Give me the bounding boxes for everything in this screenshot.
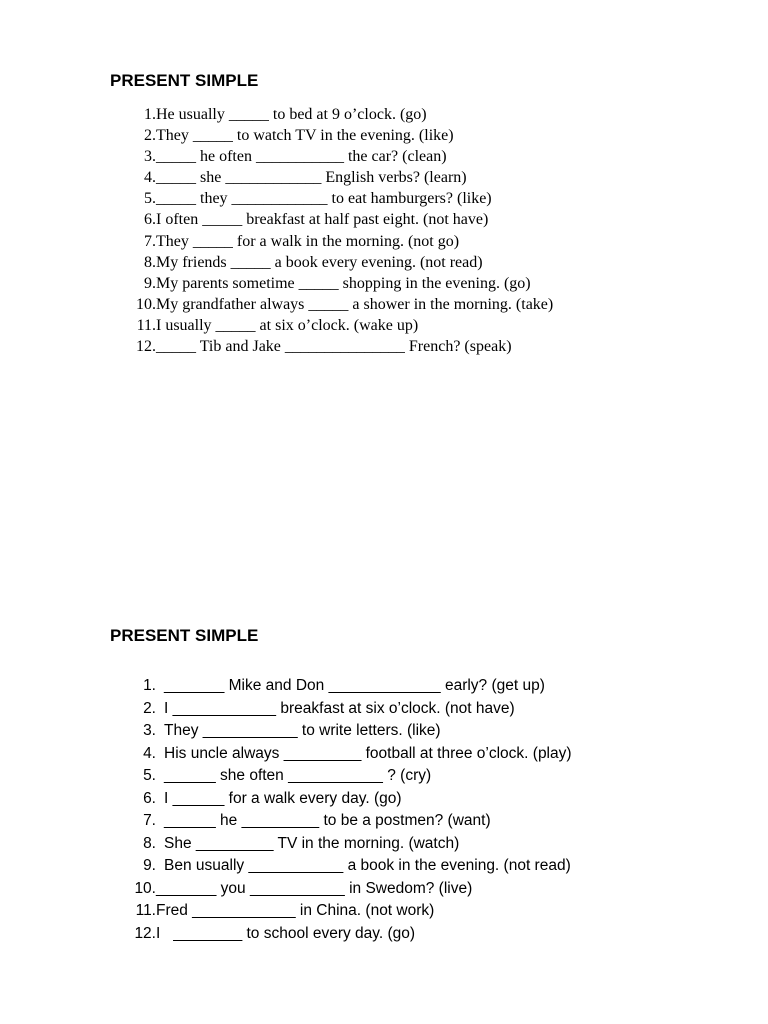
item-text: _____ Tib and Jake _______________ French? (speak) bbox=[156, 338, 512, 356]
section-heading: PRESENT SIMPLE bbox=[110, 71, 259, 90]
item-text: ______ she often ___________ ? (cry) bbox=[164, 767, 432, 784]
item-number: 9. bbox=[144, 274, 156, 292]
item-text: _______ you ___________ in Swedom? (live) bbox=[156, 879, 473, 897]
item-text: My grandfather always _____ a shower in the morning. (take) bbox=[156, 295, 554, 313]
item-text: He usually _____ to bed at 9 o’clock. (go) bbox=[156, 106, 427, 123]
item-text: My parents sometime _____ shopping in the evening. (go) bbox=[156, 274, 531, 292]
item-text: ______ he _________ to be a postmen? (want) bbox=[164, 812, 491, 829]
item-text: _____ she ____________ English verbs? (learn) bbox=[156, 169, 467, 187]
list-item bbox=[110, 833, 572, 856]
exercise-list bbox=[110, 675, 572, 945]
exercise-section-1 bbox=[110, 70, 553, 357]
item-number: 7. bbox=[144, 232, 156, 250]
item-text: _______ Mike and Don _____________ early? (get up) bbox=[164, 677, 545, 694]
item-text: I ______ for a walk every day. (go) bbox=[164, 789, 402, 807]
item-text: I often _____ breakfast at half past eight. (not have) bbox=[156, 211, 489, 229]
list-item bbox=[110, 167, 553, 188]
list-item bbox=[110, 125, 553, 146]
item-number: 4. bbox=[144, 169, 156, 187]
list-item bbox=[110, 878, 572, 901]
item-number: 6. bbox=[144, 211, 156, 229]
list-item bbox=[110, 294, 553, 315]
list-item bbox=[110, 231, 553, 252]
item-number: 12. bbox=[134, 924, 156, 942]
list-item bbox=[110, 252, 553, 273]
item-text: _____ he often ___________ the car? (clean) bbox=[156, 148, 447, 166]
item-text: I usually _____ at six o’clock. (wake up) bbox=[156, 316, 419, 334]
item-text: _____ they ____________ to eat hamburgers? (like) bbox=[156, 190, 492, 208]
item-number: 8. bbox=[143, 834, 156, 852]
list-item bbox=[110, 188, 553, 209]
list-item bbox=[110, 315, 553, 336]
item-number: 12. bbox=[136, 338, 156, 356]
item-number: 5. bbox=[143, 767, 156, 784]
item-text: They _____ to watch TV in the evening. (like) bbox=[156, 127, 454, 145]
list-item bbox=[110, 273, 553, 294]
item-text: She _________ TV in the morning. (watch) bbox=[164, 834, 460, 852]
item-number: 10. bbox=[134, 879, 156, 897]
item-text: My friends _____ a book every evening. (not read) bbox=[156, 253, 483, 271]
item-text: His uncle always _________ football at three o’clock. (play) bbox=[164, 744, 572, 762]
item-text: Fred ____________ in China. (not work) bbox=[156, 902, 435, 919]
item-number: 11. bbox=[135, 902, 156, 919]
item-number: 5. bbox=[144, 190, 156, 208]
list-item bbox=[110, 788, 572, 811]
list-item bbox=[110, 336, 553, 357]
item-number: 11. bbox=[136, 316, 156, 334]
item-number: 7. bbox=[143, 812, 156, 829]
item-number: 4. bbox=[143, 744, 156, 762]
item-text: They ___________ to write letters. (like) bbox=[164, 722, 441, 739]
list-item bbox=[110, 698, 572, 721]
item-number: 10. bbox=[136, 295, 156, 313]
list-item bbox=[110, 765, 572, 788]
list-item bbox=[110, 720, 572, 743]
list-item bbox=[110, 855, 572, 878]
item-number: 2. bbox=[143, 699, 156, 717]
item-number: 8. bbox=[144, 253, 156, 271]
list-item bbox=[110, 900, 572, 923]
list-item bbox=[110, 810, 572, 833]
item-number: 1. bbox=[143, 677, 156, 694]
list-item bbox=[110, 146, 553, 167]
list-item bbox=[110, 104, 553, 125]
list-item bbox=[110, 743, 572, 766]
item-text: I ____________ breakfast at six o’clock. (not have) bbox=[164, 699, 515, 717]
item-number: 3. bbox=[143, 722, 156, 739]
item-number: 1. bbox=[144, 106, 156, 123]
item-text: Ben usually ___________ a book in the evening. (not read) bbox=[164, 857, 571, 874]
list-item bbox=[110, 675, 572, 698]
item-number: 6. bbox=[143, 789, 156, 807]
exercise-section-2 bbox=[110, 625, 572, 945]
list-item bbox=[110, 923, 572, 946]
item-number: 9. bbox=[143, 857, 156, 874]
exercise-list bbox=[110, 104, 553, 357]
item-text: I ________ to school every day. (go) bbox=[156, 924, 416, 942]
item-text: They _____ for a walk in the morning. (not go) bbox=[156, 232, 460, 250]
item-number: 2. bbox=[144, 127, 156, 145]
item-number: 3. bbox=[144, 148, 156, 166]
list-item bbox=[110, 209, 553, 230]
section-heading: PRESENT SIMPLE bbox=[110, 626, 259, 645]
